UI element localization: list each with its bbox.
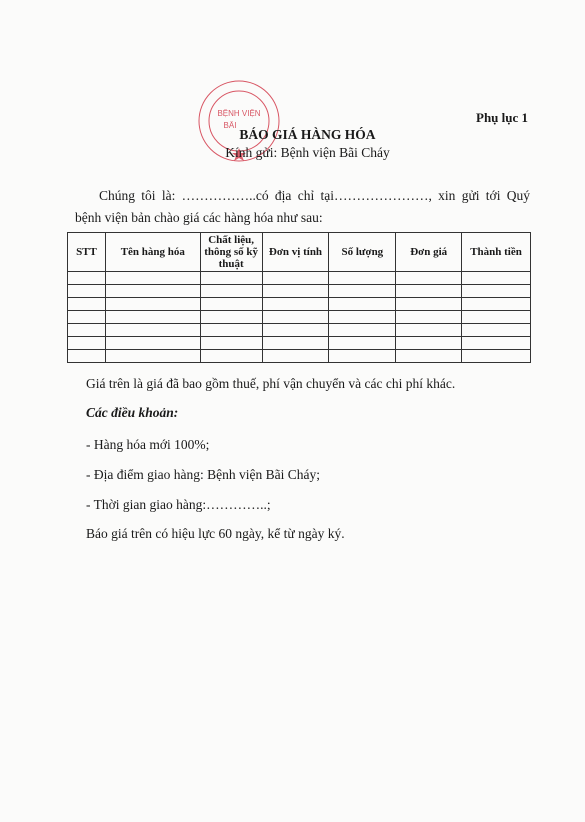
term-item: - Thời gian giao hàng:…………..; <box>86 497 271 512</box>
table-cell <box>105 324 200 337</box>
table-cell <box>329 298 396 311</box>
terms-title: Các điều khoản: <box>86 405 179 420</box>
table-cell <box>462 337 531 350</box>
table-cell <box>105 337 200 350</box>
table-cell <box>68 337 106 350</box>
table-row <box>68 337 531 350</box>
table-cell <box>68 272 106 285</box>
table-cell <box>462 285 531 298</box>
table-cell <box>396 350 462 363</box>
table-cell <box>462 272 531 285</box>
table-body <box>68 272 531 363</box>
table-cell <box>462 298 531 311</box>
table-cell <box>200 337 262 350</box>
table-cell <box>68 311 106 324</box>
table-cell <box>200 350 262 363</box>
table-cell <box>200 272 262 285</box>
table-cell <box>396 285 462 298</box>
table-cell <box>68 324 106 337</box>
header-total: Thành tiền <box>462 233 531 272</box>
header-item-name: Tên hàng hóa <box>105 233 200 272</box>
table-cell <box>396 298 462 311</box>
header-unit-price: Đơn giá <box>396 233 462 272</box>
table-cell <box>329 337 396 350</box>
intro-line-2: bệnh viện bản chào giá các hàng hóa như sau: <box>75 210 323 225</box>
intro-line-1: Chúng tôi là: ……………..có địa chỉ tại…………………, xin gửi tới Quý <box>99 188 530 203</box>
table-cell <box>262 324 329 337</box>
svg-text:BÃI: BÃI <box>223 121 237 130</box>
table-cell <box>262 311 329 324</box>
table-row <box>68 324 531 337</box>
table-cell <box>462 350 531 363</box>
term-item: - Địa điểm giao hàng: Bệnh viện Bãi Cháy; <box>86 467 320 482</box>
header-unit: Đơn vị tính <box>262 233 329 272</box>
table-cell <box>105 298 200 311</box>
table-row <box>68 285 531 298</box>
validity-note: Báo giá trên có hiệu lực 60 ngày, kể từ ngày ký. <box>86 526 345 541</box>
table-cell <box>329 285 396 298</box>
quotation-table <box>67 232 531 363</box>
header-specification: Chất liệu, thông số kỹ thuật <box>200 233 262 272</box>
header-quantity: Số lượng <box>329 233 396 272</box>
table-cell <box>200 311 262 324</box>
term-item: - Hàng hóa mới 100%; <box>86 437 210 452</box>
table-cell <box>105 285 200 298</box>
header-stt: STT <box>68 233 106 272</box>
table-header-row <box>68 233 531 272</box>
table-cell <box>396 324 462 337</box>
table-row <box>68 272 531 285</box>
svg-text:BỆNH VIỆN: BỆNH VIỆN <box>217 109 261 118</box>
table-cell <box>105 350 200 363</box>
table-cell <box>396 272 462 285</box>
table-cell <box>200 324 262 337</box>
table-cell <box>68 350 106 363</box>
table-row <box>68 298 531 311</box>
table-cell <box>396 337 462 350</box>
table-cell <box>329 324 396 337</box>
table-cell <box>262 350 329 363</box>
table-cell <box>200 298 262 311</box>
table-cell <box>262 298 329 311</box>
price-note: Giá trên là giá đã bao gồm thuế, phí vận chuyển và các chi phí khác. <box>86 376 456 391</box>
table-cell <box>105 311 200 324</box>
table-cell <box>462 311 531 324</box>
table-cell <box>396 311 462 324</box>
table-cell <box>68 285 106 298</box>
table-cell <box>329 350 396 363</box>
table-cell <box>262 272 329 285</box>
appendix-label: Phụ lục 1 <box>476 110 529 125</box>
table-cell <box>68 298 106 311</box>
table-cell <box>262 285 329 298</box>
table-cell <box>262 337 329 350</box>
table-cell <box>200 285 262 298</box>
table-row <box>68 311 531 324</box>
table-cell <box>462 324 531 337</box>
table-cell <box>329 311 396 324</box>
document-title: BÁO GIÁ HÀNG HÓA <box>239 127 376 142</box>
intro-paragraph <box>75 185 530 229</box>
table-row <box>68 350 531 363</box>
recipient-line: Kính gửi: Bệnh viện Bãi Cháy <box>225 145 390 160</box>
table-cell <box>329 272 396 285</box>
table-cell <box>105 272 200 285</box>
